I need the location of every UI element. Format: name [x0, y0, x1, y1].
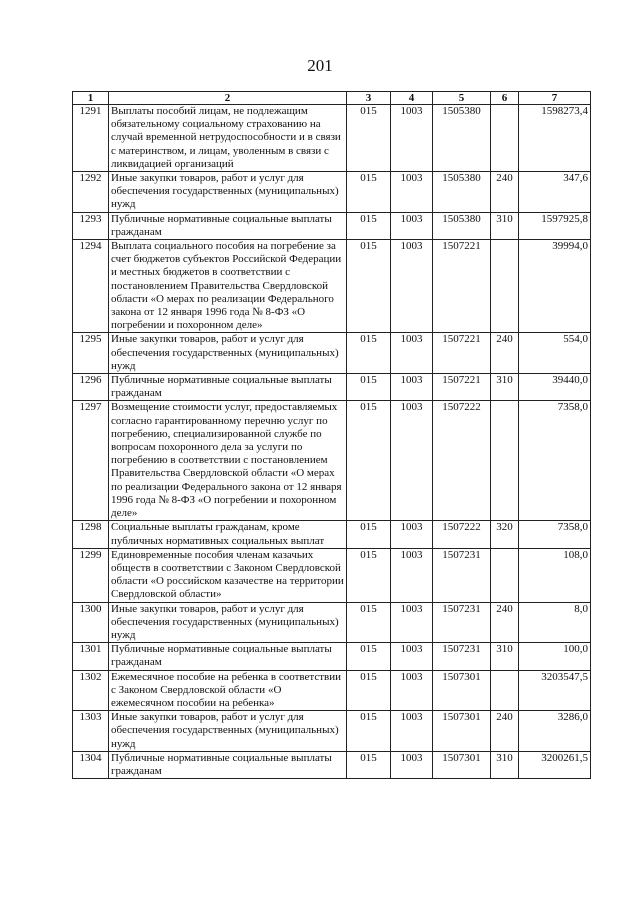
row-amount: 39440,0: [519, 374, 591, 401]
row-code-5: 1507301: [433, 670, 491, 711]
row-number: 1293: [73, 212, 109, 239]
row-code-4: 1003: [391, 643, 433, 670]
table-row: [73, 240, 591, 333]
row-code-6: [491, 105, 519, 172]
row-name: Выплаты пособий лицам, не подлежащим обязательному социальному страхованию на случай временной нетрудоспособности и в связи с материнством, и лицам, уволенным в связи с ликвидацией организаций: [109, 105, 347, 172]
row-name: Выплата социального пособия на погребение за счет бюджетов субъектов Российской Федерации и местных бюджетов в соответствии с постановлением Правительства Свердловской области «О мерах по реализации Федерального закона от 12 января 1996 года № 8-ФЗ «О погребении и похоронном деле»: [109, 240, 347, 333]
row-code-3: 015: [347, 240, 391, 333]
row-code-5: 1505380: [433, 172, 491, 213]
row-code-6: 310: [491, 212, 519, 239]
row-code-4: 1003: [391, 711, 433, 752]
row-code-4: 1003: [391, 172, 433, 213]
row-code-4: 1003: [391, 401, 433, 521]
row-code-3: 015: [347, 333, 391, 374]
row-name: Иные закупки товаров, работ и услуг для обеспечения государственных (муниципальных) нужд: [109, 602, 347, 643]
table-row: [73, 105, 591, 172]
row-code-5: 1507231: [433, 602, 491, 643]
row-code-6: 240: [491, 172, 519, 213]
row-name: Возмещение стоимости услуг, предоставляемых согласно гарантированному перечню услуг по погребению, специализированной службе по вопросам похоронного дела за услуги по погребению в соответствии с постановлением Правительства Свердловской области «О мерах по реализации Федерального закона от 12 января 1996 года № 8-ФЗ «О погребении и похоронном деле»: [109, 401, 347, 521]
row-code-5: 1507221: [433, 374, 491, 401]
row-code-3: 015: [347, 751, 391, 778]
row-number: 1301: [73, 643, 109, 670]
row-name: Социальные выплаты гражданам, кроме публичных нормативных социальных выплат: [109, 521, 347, 548]
row-number: 1304: [73, 751, 109, 778]
budget-table: [72, 91, 591, 779]
row-code-3: 015: [347, 374, 391, 401]
row-code-3: 015: [347, 521, 391, 548]
row-number: 1291: [73, 105, 109, 172]
row-number: 1298: [73, 521, 109, 548]
row-code-5: 1505380: [433, 105, 491, 172]
table-body: [73, 105, 591, 779]
row-amount: 1598273,4: [519, 105, 591, 172]
row-code-3: 015: [347, 643, 391, 670]
row-code-4: 1003: [391, 240, 433, 333]
row-name: Публичные нормативные социальные выплаты гражданам: [109, 751, 347, 778]
row-code-4: 1003: [391, 521, 433, 548]
row-amount: 1597925,8: [519, 212, 591, 239]
table-row: [73, 751, 591, 778]
row-code-4: 1003: [391, 751, 433, 778]
row-amount: 108,0: [519, 548, 591, 602]
row-code-5: 1507222: [433, 521, 491, 548]
table-row: [73, 521, 591, 548]
row-code-6: 240: [491, 602, 519, 643]
row-code-4: 1003: [391, 670, 433, 711]
table-header: [73, 92, 591, 105]
row-number: 1292: [73, 172, 109, 213]
row-name: Иные закупки товаров, работ и услуг для обеспечения государственных (муниципальных) нужд: [109, 172, 347, 213]
row-code-5: 1507231: [433, 643, 491, 670]
column-header-2: 2: [109, 92, 347, 105]
row-code-5: 1505380: [433, 212, 491, 239]
row-code-3: 015: [347, 548, 391, 602]
row-number: 1295: [73, 333, 109, 374]
column-header-5: 5: [433, 92, 491, 105]
table-row: [73, 643, 591, 670]
row-code-5: 1507221: [433, 333, 491, 374]
column-header-4: 4: [391, 92, 433, 105]
table-row: [73, 333, 591, 374]
row-name: Иные закупки товаров, работ и услуг для обеспечения государственных (муниципальных) нужд: [109, 711, 347, 752]
row-code-5: 1507231: [433, 548, 491, 602]
row-amount: 39994,0: [519, 240, 591, 333]
row-name: Единовременные пособия членам казачьих обществ в соответствии с Законом Свердловской области «О российском казачестве на территории Свердловской области»: [109, 548, 347, 602]
row-code-3: 015: [347, 602, 391, 643]
row-code-6: [491, 240, 519, 333]
row-code-5: 1507222: [433, 401, 491, 521]
row-code-4: 1003: [391, 374, 433, 401]
row-name: Иные закупки товаров, работ и услуг для обеспечения государственных (муниципальных) нужд: [109, 333, 347, 374]
row-number: 1303: [73, 711, 109, 752]
column-header-7: 7: [519, 92, 591, 105]
row-number: 1300: [73, 602, 109, 643]
row-code-3: 015: [347, 212, 391, 239]
table-row: [73, 401, 591, 521]
row-code-3: 015: [347, 711, 391, 752]
row-code-4: 1003: [391, 602, 433, 643]
row-code-3: 015: [347, 105, 391, 172]
row-code-6: [491, 401, 519, 521]
row-code-5: 1507221: [433, 240, 491, 333]
row-amount: 3286,0: [519, 711, 591, 752]
table-row: [73, 711, 591, 752]
row-number: 1299: [73, 548, 109, 602]
page-number: 201: [307, 56, 333, 75]
column-header-1: 1: [73, 92, 109, 105]
row-code-3: 015: [347, 172, 391, 213]
row-amount: 8,0: [519, 602, 591, 643]
row-name: Ежемесячное пособие на ребенка в соответствии с Законом Свердловской области «О ежемесячном пособии на ребенка»: [109, 670, 347, 711]
row-name: Публичные нормативные социальные выплаты гражданам: [109, 374, 347, 401]
row-code-6: 310: [491, 751, 519, 778]
table-row: [73, 548, 591, 602]
row-number: 1302: [73, 670, 109, 711]
row-amount: 7358,0: [519, 401, 591, 521]
row-amount: 3200261,5: [519, 751, 591, 778]
header-row: [73, 92, 591, 105]
row-code-6: 320: [491, 521, 519, 548]
table-row: [73, 670, 591, 711]
row-code-6: 310: [491, 643, 519, 670]
row-code-6: [491, 670, 519, 711]
row-code-3: 015: [347, 670, 391, 711]
row-amount: 554,0: [519, 333, 591, 374]
row-amount: 347,6: [519, 172, 591, 213]
row-name: Публичные нормативные социальные выплаты гражданам: [109, 212, 347, 239]
table-row: [73, 172, 591, 213]
column-header-3: 3: [347, 92, 391, 105]
row-code-4: 1003: [391, 548, 433, 602]
row-name: Публичные нормативные социальные выплаты гражданам: [109, 643, 347, 670]
row-code-5: 1507301: [433, 711, 491, 752]
table-row: [73, 602, 591, 643]
row-amount: 7358,0: [519, 521, 591, 548]
row-code-6: 240: [491, 333, 519, 374]
row-code-5: 1507301: [433, 751, 491, 778]
row-code-4: 1003: [391, 333, 433, 374]
row-number: 1296: [73, 374, 109, 401]
table-row: [73, 374, 591, 401]
row-number: 1294: [73, 240, 109, 333]
row-code-4: 1003: [391, 105, 433, 172]
row-code-6: 240: [491, 711, 519, 752]
row-amount: 100,0: [519, 643, 591, 670]
row-code-6: 310: [491, 374, 519, 401]
row-amount: 3203547,5: [519, 670, 591, 711]
row-code-3: 015: [347, 401, 391, 521]
row-number: 1297: [73, 401, 109, 521]
column-header-6: 6: [491, 92, 519, 105]
table-row: [73, 212, 591, 239]
row-code-6: [491, 548, 519, 602]
row-code-4: 1003: [391, 212, 433, 239]
